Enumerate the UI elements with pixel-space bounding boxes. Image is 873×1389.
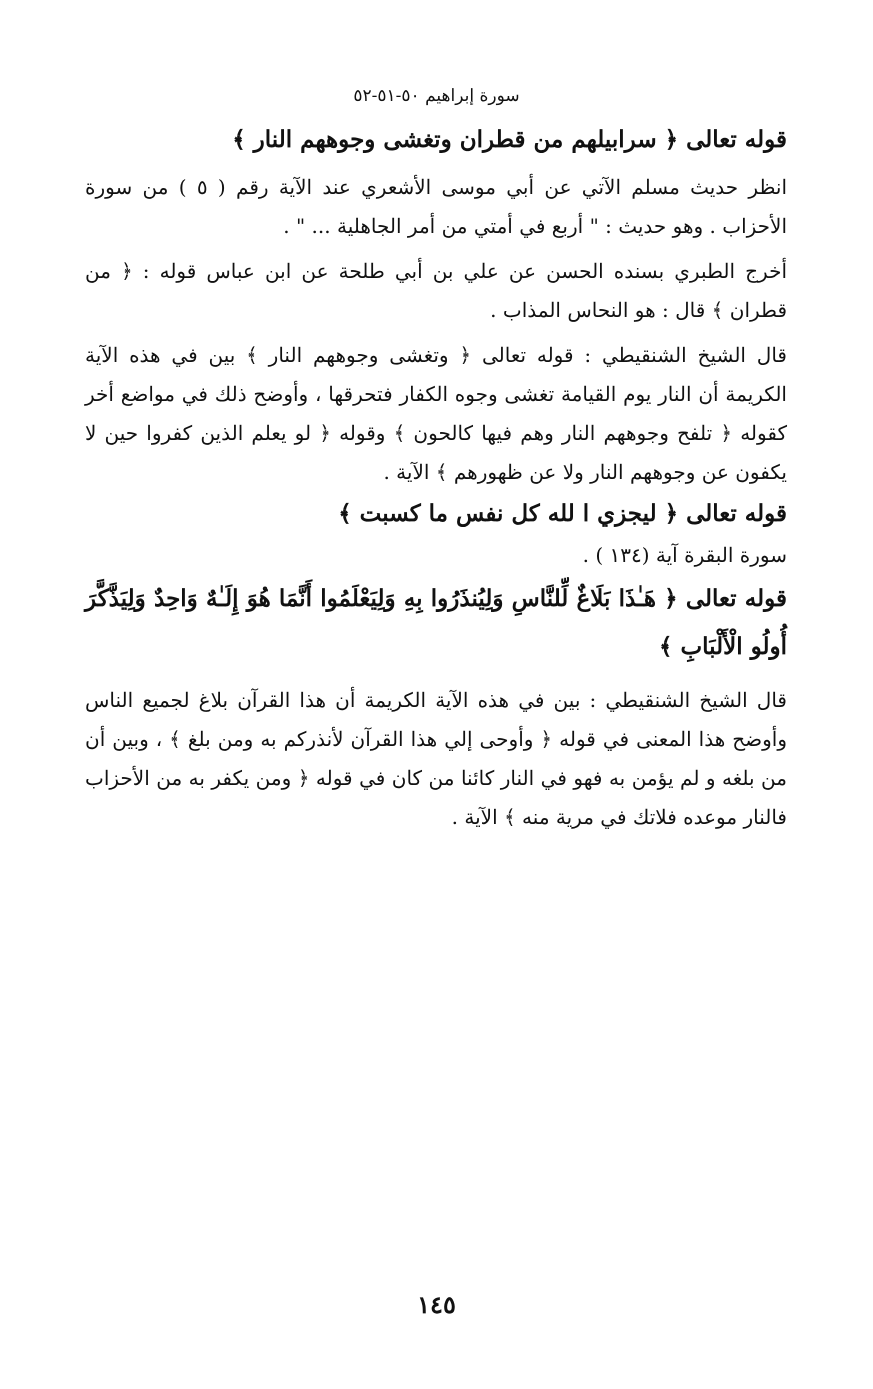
paragraph-2: أخرج الطبري بسنده الحسن عن علي بن أبي طلحة عن ابن عباس قوله : ﴿ من قطران ﴾ قال : هو النحاس المذاب . [85, 259, 787, 322]
paragraph-3: قال الشيخ الشنقيطي : قوله تعالى ﴿ وتغشى وجوههم النار ﴾ بين في هذه الآية الكريمة أن النار يوم القيامة تغشى وجوه الكفار فتحرقها ، وأوضح ذلك في مواضع أخر كقوله ﴿ تلفح وجوههم النار وهم فيها كالحون ﴾ وقوله ﴿ لو يعلم الذين كفروا حين لا يكفون عن وجوههم النار ولا عن ظهورهم ﴾ الآية . [85, 343, 787, 484]
paragraph-4: سورة البقرة آية (١٣٤ ) . [582, 543, 787, 567]
verse-heading-3: قوله تعالى ﴿ هَـٰذَا بَلَاغٌ لِّلنَّاسِ وَلِيُنذَرُوا بِهِ وَلِيَعْلَمُوا أَنَّمَا هُوَ إِلَـٰهٌ وَاحِدٌ وَلِيَذَّكَّرَ أُولُو الْأَلْبَابِ ﴾ [85, 585, 787, 660]
spacer [85, 671, 787, 681]
paragraph-1: انظر حديث مسلم الآتي عن أبي موسى الأشعري عند الآية رقم ( ٥ ) من سورة الأحزاب . وهو حديث : " أربع في أمتي من أمر الجاهلية ... " . [85, 175, 787, 238]
page-number: ١٤٥ [417, 1290, 456, 1319]
paragraph-5: قال الشيخ الشنقيطي : بين في هذه الآية الكريمة أن هذا القرآن بلاغ لجميع الناس وأوضح هذا المعنى في قوله ﴿ وأوحى إلي هذا القرآن لأنذركم به ومن بلغ ﴾ ، وبين أن من بلغه و لم يؤمن به فهو في النار كائنا من كان في قوله ﴿ ومن يكفر به من الأحزاب فالنار موعده فلاتك في مرية منه ﴾ الآية . [85, 688, 787, 829]
page-body [85, 118, 787, 837]
running-header: سورة إبراهيم ٥٠-٥١-٥٢ [353, 86, 520, 106]
verse-heading-2: قوله تعالى ﴿ ليجزي ا لله كل نفس ما كسبت ﴾ [338, 500, 787, 527]
verse-heading-1: قوله تعالى ﴿ سرابيلهم من قطران وتغشى وجوههم النار ﴾ [232, 126, 787, 153]
